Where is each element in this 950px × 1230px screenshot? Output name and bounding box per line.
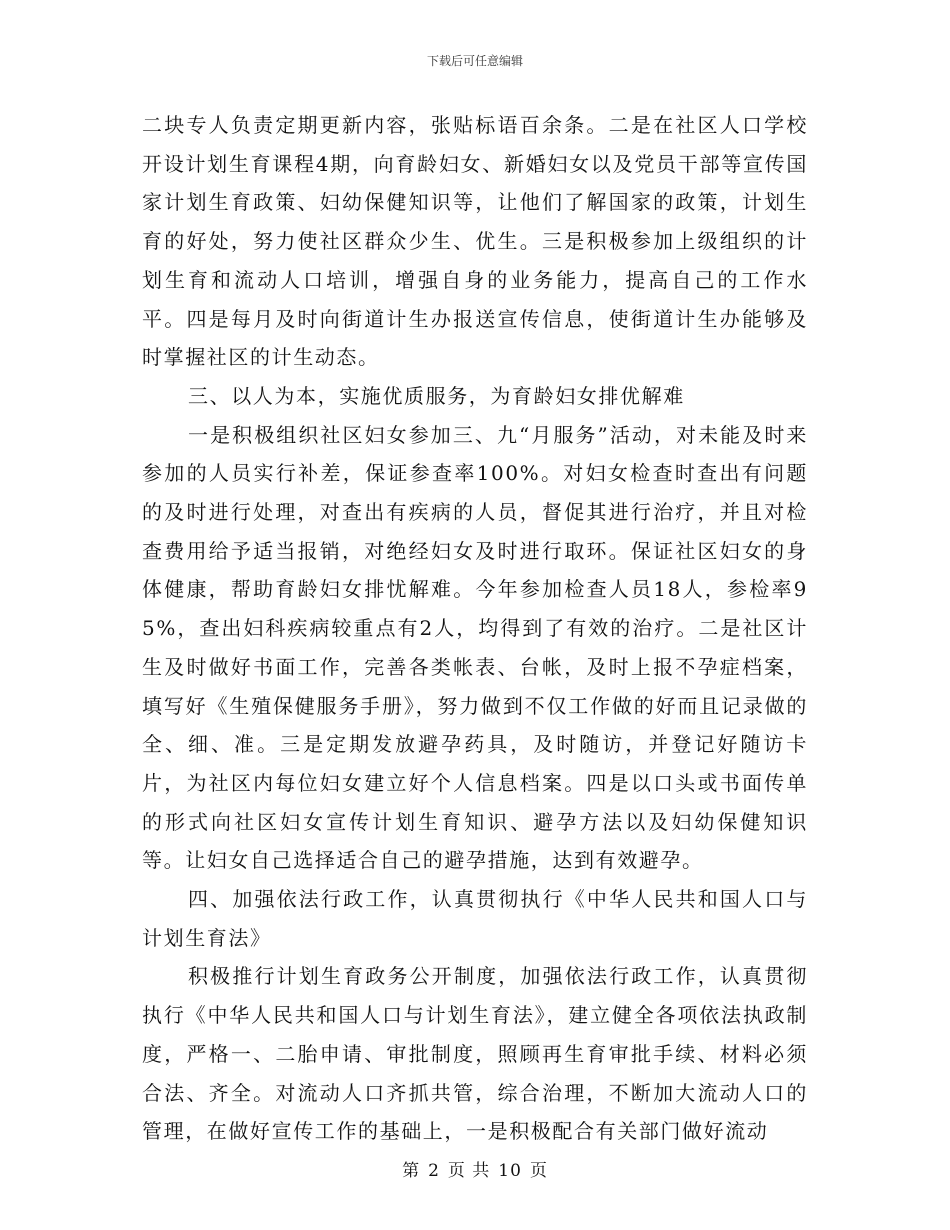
paragraph-1: 二块专人负责定期更新内容，张贴标语百余条。二是在社区人口学校开设计划生育课程4期，向育龄妇女、新婚妇女以及党员干部等宣传国家计划生育政策、妇幼保健知识等，让他们了解国家的政策，计划生育的好处，努力使社区群众少生、优生。三是积极参加上级组织的计划生育和流动人口培训，增强自身的业务能力，提高自己的工作水平。四是每月及时向街道计生办报送宣传信息，使街道计生办能够及时掌握社区的计生动态。: [142, 113, 808, 370]
document-body: [142, 106, 808, 1151]
page-header: 下载后可任意编辑: [426, 54, 523, 68]
total-pages: 10: [498, 1161, 522, 1181]
page-footer: [0, 1156, 950, 1181]
footer-middle: 页 共: [447, 1161, 491, 1181]
footer-prefix: 第: [402, 1161, 421, 1181]
section-heading-4: 四、加强依法行政工作，认真贯彻执行《中华人民共和国人口与计划生育法》: [142, 887, 808, 950]
section-heading-3: 三、以人为本，实施优质服务，为育龄妇女排优解难: [188, 383, 685, 408]
paragraph-5: 积极推行计划生育政务公开制度，加强依法行政工作，认真贯彻执行《中华人民共和国人口与计划生育法》，建立健全各项依法执政制度，严格一、二胎申请、审批制度，照顾再生育审批手续、材料必须合法、齐全。对流动人口齐抓共管，综合治理，不断加大流动人口的管理，在做好宣传工作的基础上，一是积极配合有关部门做好流动: [142, 964, 808, 1144]
footer-suffix: 页: [529, 1161, 548, 1181]
page-number: 2: [428, 1161, 440, 1181]
paragraph-3: 一是积极组织社区妇女参加三、九“月服务”活动，对未能及时来参加的人员实行补差，保证参查率100%。对妇女检查时查出有问题的及时进行处理，对查出有疾病的人员，督促其进行治疗，并且对检查费用给予适当报销，对绝经妇女及时进行取环。保证社区妇女的身体健康，帮助育龄妇女排忧解难。今年参加检查人员18人，参检率95%，查出妇科疾病较重点有2人，均得到了有效的治疗。二是社区计生及时做好书面工作，完善各类帐表、台帐，及时上报不孕症档案，填写好《生殖保健服务手册》，努力做到不仅工作做的好而且记录做的全、细、准。三是定期发放避孕药具，及时随访，并登记好随访卡片，为社区内每位妇女建立好个人信息档案。四是以口头或书面传单的形式向社区妇女宣传计划生育知识、避孕方法以及妇幼保健知识等。让妇女自己选择适合自己的避孕措施，达到有效避孕。: [142, 422, 808, 873]
